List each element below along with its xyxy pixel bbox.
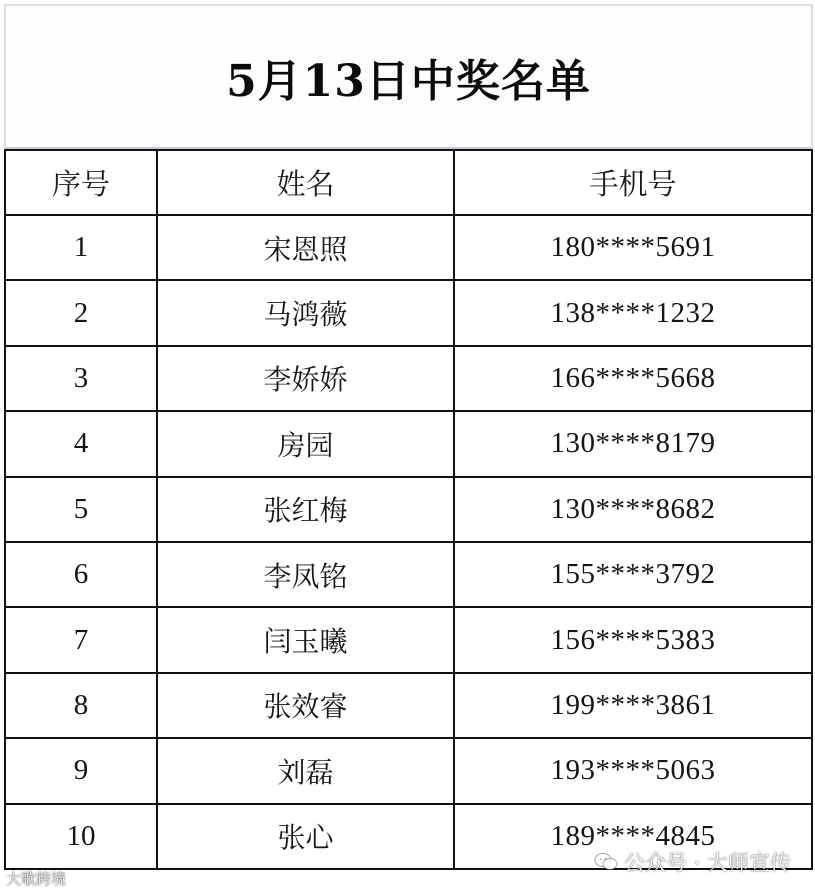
cell-number: 2: [5, 280, 157, 345]
table-row: [5, 542, 812, 607]
cell-name: 张红梅: [157, 477, 454, 542]
cell-number: 7: [5, 607, 157, 672]
title-banner: [4, 4, 813, 150]
cell-number: 5: [5, 477, 157, 542]
cell-number: 3: [5, 346, 157, 411]
cell-number: 1: [5, 215, 157, 280]
cell-name: 马鸿薇: [157, 280, 454, 345]
cell-phone: 138****1232: [454, 280, 812, 345]
cell-phone: 130****8682: [454, 477, 812, 542]
cell-number: 9: [5, 738, 157, 803]
cell-phone: 130****8179: [454, 411, 812, 476]
cell-number: 6: [5, 542, 157, 607]
cell-phone: 199****3861: [454, 673, 812, 738]
winner-list-sheet: [4, 4, 811, 889]
cell-name: 张效睿: [157, 673, 454, 738]
table-row: [5, 280, 812, 345]
table-row: [5, 346, 812, 411]
cell-phone: 189****4845: [454, 804, 812, 869]
cell-name: 李娇娇: [157, 346, 454, 411]
table-row: [5, 477, 812, 542]
watermark-right-text: 公众号 · 大师宣传: [623, 851, 791, 875]
cell-phone: 156****5383: [454, 607, 812, 672]
cell-phone: 155****3792: [454, 542, 812, 607]
page-title: 5月13日中奖名单: [226, 55, 591, 107]
cell-name: 李凤铭: [157, 542, 454, 607]
cell-name: 刘磊: [157, 738, 454, 803]
table-row: [5, 673, 812, 738]
cell-name: 闫玉曦: [157, 607, 454, 672]
cell-name: 房园: [157, 411, 454, 476]
header-number: 序号: [5, 150, 157, 215]
cell-phone: 180****5691: [454, 215, 812, 280]
cell-name: 宋恩照: [157, 215, 454, 280]
cell-phone: 166****5668: [454, 346, 812, 411]
header-name: 姓名: [157, 150, 454, 215]
watermark-left: 大歌跨境: [6, 870, 67, 888]
cell-number: 8: [5, 673, 157, 738]
table-row: [5, 215, 812, 280]
header-phone: 手机号: [454, 150, 812, 215]
wechat-icon: [594, 852, 618, 872]
table-row: [5, 607, 812, 672]
cell-name: 张心: [157, 804, 454, 869]
table-row: [5, 738, 812, 803]
cell-phone: 193****5063: [454, 738, 812, 803]
winner-table: [4, 149, 813, 870]
table-header-row: [5, 150, 812, 215]
watermark-right: [594, 847, 791, 877]
cell-number: 4: [5, 411, 157, 476]
cell-number: 10: [5, 804, 157, 869]
table-row: [5, 411, 812, 476]
